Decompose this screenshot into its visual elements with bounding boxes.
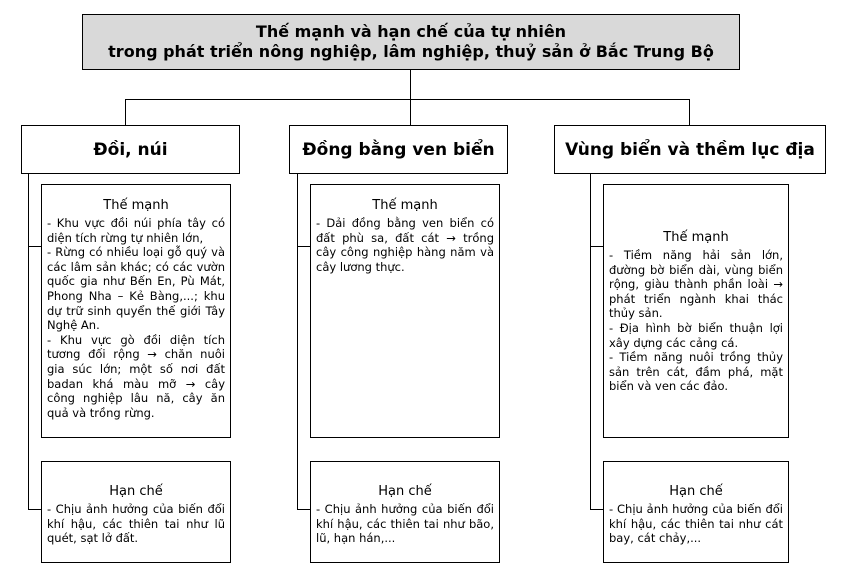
- connector-col2-limits: [297, 509, 310, 510]
- col3-limits-text: - Chịu ảnh hưởng của biến đổi khí hậu, các thiên tai như cát bay, cát chảy,...: [609, 502, 783, 546]
- connector-col2-strengths: [297, 246, 310, 247]
- diagram-title: [82, 14, 740, 70]
- connector-col3-limits: [590, 509, 603, 510]
- col1-limits-box: [41, 461, 231, 563]
- col2-limits-text: - Chịu ảnh hưởng của biến đổi khí hậu, các thiên tai như bão, lũ, hạn hán,...: [316, 502, 494, 546]
- col1-strengths-title: Thế mạnh: [103, 198, 169, 213]
- col1-strengths-box: [41, 184, 231, 438]
- col2-strengths-text: - Dải đồng bằng ven biển có đất phù sa, đất cát → trồng cây công nghiệp hàng năm và cây lương thực.: [316, 216, 494, 274]
- col1-limits-text: - Chịu ảnh hưởng của biến đổi khí hậu, các thiên tai như lũ quét, sạt lở đất.: [47, 502, 225, 546]
- heading-hills-mountains: Đồi, núi: [21, 125, 240, 174]
- connector-col1-limits: [28, 509, 41, 510]
- col1-strengths-text: - Khu vực đồi núi phía tây có diện tích rừng tự nhiên lớn, - Rừng có nhiều loại gỗ quý và các lâm sản khác; có các vườn quốc gia như Bến En, Pù Mát, Phong Nha – Kẻ Bàng,...; khu dự trữ sinh quyển thế giới Tây Nghệ An. - Khu vực gò đồi diện tích tương đối rộng → chăn nuôi gia súc lớn; một số nơi đất badan khá màu mỡ → cây công nghiệp lâu nă, cây ăn quả và trồng rừng.: [47, 216, 225, 420]
- connector-col3-strengths: [590, 246, 603, 247]
- col2-strengths-box: [310, 184, 500, 438]
- connector-title-down: [410, 70, 411, 100]
- heading-sea-continental-shelf: Vùng biển và thềm lục địa: [554, 125, 826, 174]
- col2-limits-box: [310, 461, 500, 563]
- col3-strengths-box: [603, 184, 789, 438]
- connector-col1-strengths: [28, 246, 41, 247]
- connector-drop-col2: [410, 99, 411, 125]
- title-line-1: Thế mạnh và hạn chế của tự nhiên: [255, 22, 567, 41]
- connector-col2-vertical: [297, 174, 298, 510]
- col3-strengths-title: Thế mạnh: [663, 230, 729, 245]
- connector-col3-vertical: [590, 174, 591, 510]
- connector-drop-col1: [125, 99, 126, 125]
- col2-limits-title: Hạn chế: [378, 484, 432, 499]
- col3-limits-title: Hạn chế: [669, 484, 723, 499]
- heading-coastal-plain: Đồng bằng ven biển: [289, 125, 508, 174]
- col3-strengths-text: - Tiềm năng hải sản lớn, đường bờ biển dài, vùng biển rộng, giàu thành phần loài → phát triển ngành khai thác thủy sản. - Địa hình bờ biển thuận lợi xây dựng các cảng cá. - Tiềm năng nuôi trồng thủy sản trên cát, đầm phá, mặt biển và ven các đảo.: [609, 248, 783, 394]
- col3-limits-box: [603, 461, 789, 563]
- connector-drop-col3: [689, 99, 690, 125]
- title-line-2: trong phát triển nông nghiệp, lâm nghiệp, thuỷ sản ở Bắc Trung Bộ: [108, 42, 714, 61]
- col1-limits-title: Hạn chế: [109, 484, 163, 499]
- col2-strengths-title: Thế mạnh: [372, 198, 438, 213]
- connector-col1-vertical: [28, 174, 29, 510]
- connector-horizontal: [125, 99, 690, 100]
